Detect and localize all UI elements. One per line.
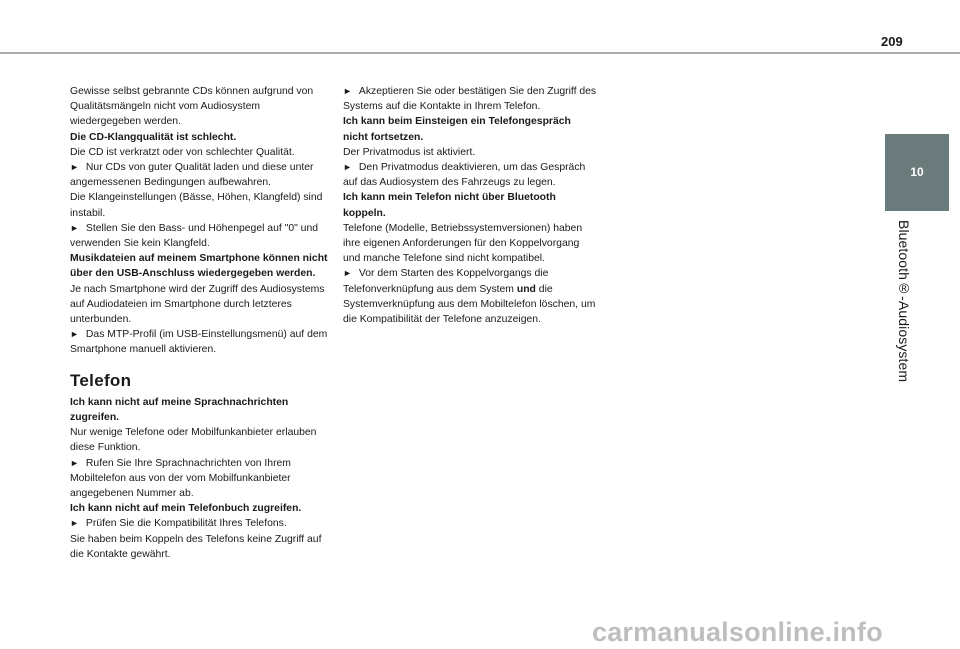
question-phonebook: Ich kann nicht auf mein Telefonbuch zugreifen. bbox=[70, 503, 302, 515]
question-voice-messages: Ich kann nicht auf meine Sprachnachrichten zugreifen. bbox=[70, 396, 289, 424]
step-music-usb-text: Das MTP-Profil (im USB-Einstellungsmenü) auf dem Smartphone manuell aktivieren. bbox=[70, 329, 328, 356]
step-continue-call bbox=[343, 160, 598, 190]
bullet-arrow-icon: ► bbox=[343, 162, 352, 173]
bullet-arrow-icon: ► bbox=[70, 518, 79, 529]
right-column bbox=[343, 84, 598, 327]
bullet-arrow-icon: ► bbox=[70, 457, 79, 468]
step-sound-settings-text: Stellen Sie den Bass- und Höhenpegel auf "0" und verwenden Sie kein Klangfeld. bbox=[70, 222, 319, 250]
answer-cd-quality: Die CD ist verkratzt oder von schlechter Qualität. bbox=[70, 146, 295, 158]
step-voice-messages bbox=[70, 456, 330, 502]
step-pairing-text-before: Vor dem Starten des Koppelvorgangs die Telefonverknüpfung aus dem System bbox=[343, 268, 549, 295]
answer-phonebook: Sie haben beim Koppeln des Telefons keine Zugriff auf die Kontakte gewährt. bbox=[70, 533, 322, 560]
step-accept-access-text: Akzeptieren Sie oder bestätigen Sie den Zugriff des Systems auf die Kontakte in Ihrem Telefon. bbox=[343, 86, 597, 113]
cd-intro-text: Gewisse selbst gebrannte CDs können aufgrund von Qualitätsmängeln nicht vom Audiosystem wiedergegeben werden. bbox=[70, 86, 314, 128]
question-music-usb: Musikdateien auf meinem Smartphone können nicht über den USB-Anschluss wiedergegeben werden. bbox=[70, 253, 328, 280]
step-accept-access bbox=[343, 84, 598, 114]
answer-music-usb: Je nach Smartphone wird der Zugriff des Audiosystems auf Audiodateien im Smartphone durch letzteres unterbunden. bbox=[70, 283, 325, 326]
step-phonebook-text: Prüfen Sie die Kompatibilität Ihres Telefons. bbox=[85, 518, 287, 530]
step-voice-messages-text: Rufen Sie Ihre Sprachnachrichten von Ihrem Mobiltelefon aus von der vom Mobilfunkanbieter angegebenen Nummer ab. bbox=[70, 457, 291, 500]
bullet-arrow-icon: ► bbox=[343, 268, 352, 279]
question-continue-call: Ich kann beim Einsteigen ein Telefongespräch nicht fortsetzen. bbox=[343, 116, 571, 143]
step-pairing bbox=[343, 266, 598, 327]
step-pairing-bold-word: und bbox=[516, 283, 536, 295]
header-rule bbox=[0, 52, 960, 54]
chapter-title: Bluetooth®-Audiosystem bbox=[896, 220, 912, 383]
answer-pairing: Telefone (Modelle, Betriebssystemversionen) haben ihre eigenen Anforderungen für den Koppelvorgang und manche Telefone sind nicht kompatibel. bbox=[343, 222, 583, 265]
bullet-arrow-icon: ► bbox=[343, 86, 352, 96]
left-column bbox=[70, 84, 330, 562]
bullet-arrow-icon: ► bbox=[70, 162, 79, 173]
answer-continue-call: Der Privatmodus ist aktiviert. bbox=[343, 146, 476, 158]
step-cd-quality bbox=[70, 160, 330, 190]
section-heading-telefon: Telefon bbox=[70, 370, 132, 390]
step-pairing-text-after: die Systemverknüpfung aus dem Mobiltelefon löschen, um die Kompatibilität der Telefone anzuzeigen. bbox=[343, 283, 596, 326]
chapter-tab: 10 bbox=[885, 134, 949, 211]
answer-voice-messages: Nur wenige Telefone oder Mobilfunkanbieter erlauben diese Funktion. bbox=[70, 427, 317, 454]
step-phonebook bbox=[70, 516, 330, 531]
question-pairing: Ich kann mein Telefon nicht über Bluetooth koppeln. bbox=[343, 192, 556, 219]
watermark-text: carmanualsonline.info bbox=[592, 617, 883, 647]
bullet-arrow-icon: ► bbox=[70, 329, 79, 340]
step-cd-quality-text: Nur CDs von guter Qualität laden und diese unter angemessenen Bedingungen aufbewahren. bbox=[70, 162, 314, 189]
answer-sound-settings: Die Klangeinstellungen (Bässe, Höhen, Klangfeld) sind instabil. bbox=[70, 192, 323, 219]
question-cd-quality: Die CD-Klangqualität ist schlecht. bbox=[70, 131, 237, 143]
step-music-usb bbox=[70, 327, 330, 357]
bullet-arrow-icon: ► bbox=[70, 222, 79, 233]
step-sound-settings bbox=[70, 221, 330, 251]
step-continue-call-text: Den Privatmodus deaktivieren, um das Gespräch auf das Audiosystem des Fahrzeugs zu legen. bbox=[343, 162, 586, 189]
page-number: 209 bbox=[881, 34, 903, 49]
